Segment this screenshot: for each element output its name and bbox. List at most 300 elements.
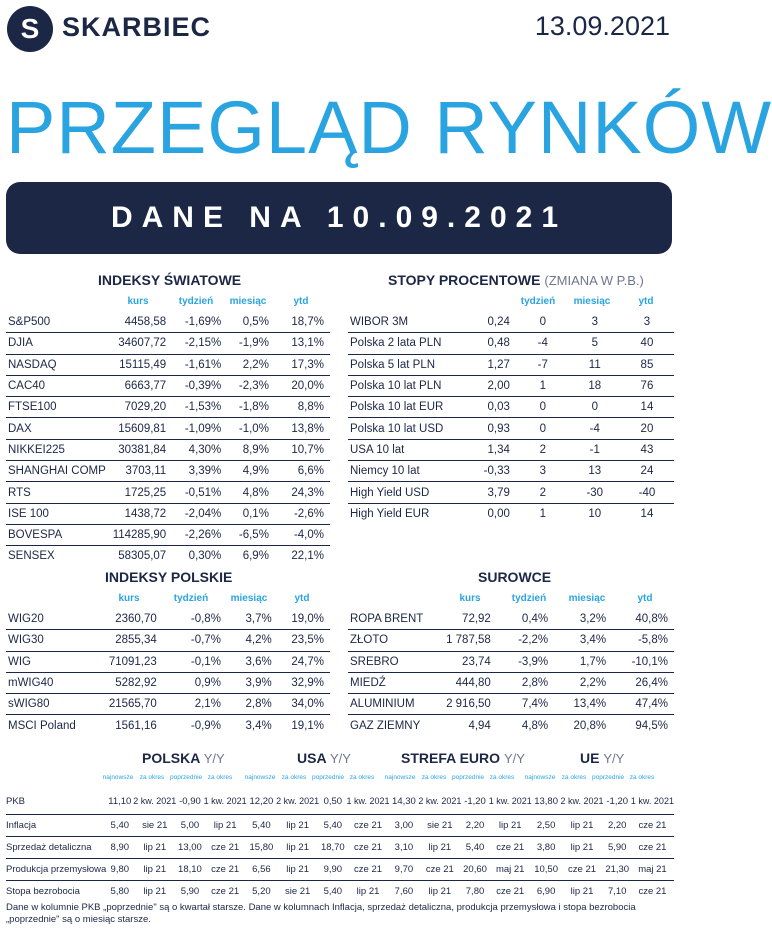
cell-name: ROPA BRENT xyxy=(348,609,438,630)
world-col-miesiac: miesiąc xyxy=(229,296,267,307)
cell-kurs: 15609,81 xyxy=(107,418,172,439)
period-cell: cze 21 xyxy=(638,886,667,897)
value-cell: 7,10 xyxy=(607,886,627,897)
cell-mies: 10 xyxy=(588,507,602,520)
cell-tydz: 3 xyxy=(516,461,570,482)
value-cell: 5,40 xyxy=(461,837,488,859)
cell-ytd: 40,8% xyxy=(612,609,674,630)
period-cell: maj 21 xyxy=(631,859,674,881)
value-cell: 2,20 xyxy=(604,815,631,837)
period-cell: lip 21 xyxy=(356,886,380,897)
cell-name: FTSE100 xyxy=(6,397,107,418)
table-row xyxy=(348,418,674,439)
period-cell: 2 kw. 2021 xyxy=(418,788,461,815)
period-cell: 2 kw. 2021 xyxy=(561,788,604,815)
value-cell: -1,20 xyxy=(604,788,631,815)
value-cell: 2,50 xyxy=(532,815,561,837)
logo-text: SKARBIEC xyxy=(62,12,212,42)
cell-name: BOVESPA xyxy=(6,524,107,545)
value-cell: 18,70 xyxy=(319,837,346,859)
value-cell: 8,90 xyxy=(106,837,133,859)
macro-subheader: najnowsze xyxy=(384,774,416,781)
cell-val: 0,03 xyxy=(465,397,516,418)
cell-mies: -4 xyxy=(570,418,620,439)
table-row xyxy=(348,375,674,396)
cell-ytd: -40 xyxy=(620,482,674,503)
cell-mies: -2,3% xyxy=(227,375,275,396)
macro-subheader: za okres xyxy=(349,774,375,781)
value-cell: 0,50 xyxy=(319,788,346,815)
value-cell: 12,20 xyxy=(247,788,276,815)
cell-name: Polska 5 lat PLN xyxy=(348,354,465,375)
value-cell: 3,00 xyxy=(390,815,419,837)
cell-name: Niemcy 10 lat xyxy=(348,461,465,482)
value-cell: 5,90 xyxy=(604,837,631,859)
cell-kurs: 1438,72 xyxy=(107,503,172,524)
value-cell: 14,30 xyxy=(390,788,419,815)
cell-mies: 20,8% xyxy=(573,719,607,732)
table-row xyxy=(348,651,674,672)
cell-mies: 6,9% xyxy=(242,550,269,563)
cell-kurs: 15115,49 xyxy=(107,354,172,375)
period-cell: cze 21 xyxy=(211,886,240,897)
cell-tydz: -0,39% xyxy=(172,375,227,396)
region-usa-title: USA Y/Y xyxy=(297,750,351,766)
table-row xyxy=(348,503,674,524)
cell-tydz: -1,69% xyxy=(172,312,227,333)
cell-tydz: 7,4% xyxy=(497,694,554,715)
cell-tydz: 2 xyxy=(516,482,570,503)
cell-name: CAC40 xyxy=(6,375,107,396)
period-cell: lip 21 xyxy=(133,859,176,881)
cell-name: SENSEX xyxy=(8,550,55,563)
value-cell: 7,80 xyxy=(465,886,485,897)
macro-subheader: za okres xyxy=(421,774,447,781)
period-cell: sie 21 xyxy=(284,886,311,897)
cell-tydz: 1 xyxy=(539,507,546,520)
period-cell: lip 21 xyxy=(204,815,247,837)
macro-subheader: najnowsze xyxy=(102,774,134,781)
cell-mies: 1,7% xyxy=(554,651,612,672)
value-cell: 2,20 xyxy=(461,815,488,837)
cell-ytd: -2,6% xyxy=(275,503,330,524)
period-cell: sie 21 xyxy=(133,815,176,837)
cell-mies: -30 xyxy=(570,482,620,503)
cell-tydz: -0,1% xyxy=(163,651,227,672)
value-cell: 13,00 xyxy=(176,837,203,859)
commodities-col-tydzien: tydzień xyxy=(511,593,547,604)
macro-row-label: Stopa bezrobocia xyxy=(6,886,80,897)
report-date: 13.09.2021 xyxy=(534,11,670,41)
macro-row-label: Produkcja przemysłowa xyxy=(6,859,106,881)
cell-mies: 18 xyxy=(570,375,620,396)
value-cell: 3,10 xyxy=(390,837,419,859)
cell-name: SHANGHAI COMP xyxy=(6,461,107,482)
cell-name: High Yield USD xyxy=(348,482,465,503)
macro-subheader: poprzednie xyxy=(592,774,625,781)
cell-mies: 4,8% xyxy=(227,482,275,503)
cell-kurs: 21565,70 xyxy=(96,694,163,715)
cell-ytd: 26,4% xyxy=(612,672,674,693)
world-col-ytd: ytd xyxy=(293,296,309,307)
period-cell: cze 21 xyxy=(347,837,390,859)
value-cell: 6,56 xyxy=(247,859,276,881)
period-cell: lip 21 xyxy=(276,837,319,859)
cell-mies: -1,8% xyxy=(227,397,275,418)
table-row xyxy=(6,524,330,545)
macro-subheader: za okres xyxy=(207,774,233,781)
table-row xyxy=(6,837,674,859)
cell-mies: 4,9% xyxy=(227,461,275,482)
value-cell: 5,40 xyxy=(106,815,133,837)
macro-subheader: za okres xyxy=(561,774,587,781)
cell-kurs: 4458,58 xyxy=(107,312,172,333)
cell-name: DAX xyxy=(6,418,107,439)
table-row xyxy=(6,418,330,439)
period-cell: sie 21 xyxy=(418,815,461,837)
macro-subheader: poprzednie xyxy=(312,774,345,781)
value-cell: 5,40 xyxy=(323,886,343,897)
period-cell: cze 21 xyxy=(561,859,604,881)
table-row xyxy=(6,461,330,482)
cell-name: MIEDŹ xyxy=(348,672,438,693)
cell-kurs: 5282,92 xyxy=(96,672,163,693)
cell-name: WIG xyxy=(6,651,96,672)
value-cell: 10,50 xyxy=(532,859,561,881)
cell-ytd: 47,4% xyxy=(612,694,674,715)
cell-tydz: 3,39% xyxy=(172,461,227,482)
region-euro-title: STREFA EURO Y/Y xyxy=(401,750,525,766)
cell-mies: -1 xyxy=(570,439,620,460)
cell-ytd: 14 xyxy=(640,507,654,520)
cell-mies: 13,4% xyxy=(554,694,612,715)
world-col-tydzien: tydzień xyxy=(178,296,214,307)
cell-name: NIKKEI225 xyxy=(6,439,107,460)
period-cell: cze 21 xyxy=(204,837,247,859)
macro-table xyxy=(6,788,674,902)
cell-ytd: 18,7% xyxy=(275,312,330,333)
table-row xyxy=(6,439,330,460)
table-row xyxy=(6,694,330,715)
cell-ytd: 20 xyxy=(620,418,674,439)
cell-ytd: -4,0% xyxy=(275,524,330,545)
table-row xyxy=(348,672,674,693)
rates-title xyxy=(388,272,644,288)
cell-ytd: 24,7% xyxy=(278,651,330,672)
cell-tydz: 1 xyxy=(516,375,570,396)
cell-name: RTS xyxy=(6,482,107,503)
macro-subheader: poprzednie xyxy=(170,774,203,781)
table-row xyxy=(6,715,330,736)
value-cell: 20,60 xyxy=(461,859,488,881)
cell-tydz: 0,4% xyxy=(497,609,554,630)
table-row xyxy=(6,503,330,524)
region-ue-title: UE Y/Y xyxy=(580,750,625,766)
cell-val: 0,93 xyxy=(465,418,516,439)
period-cell: cze 21 xyxy=(496,886,525,897)
value-cell: 9,90 xyxy=(319,859,346,881)
table-row xyxy=(348,482,674,503)
value-cell: -0,90 xyxy=(176,788,203,815)
value-cell: 5,80 xyxy=(110,886,130,897)
macro-subheader: za okres xyxy=(139,774,165,781)
period-cell: 2 kw. 2021 xyxy=(276,788,319,815)
cell-tydz: 2,1% xyxy=(163,694,227,715)
cell-kurs: 23,74 xyxy=(438,651,497,672)
cell-name: DJIA xyxy=(6,333,107,354)
cell-mies: 11 xyxy=(570,354,620,375)
cell-val: 1,27 xyxy=(465,354,516,375)
cell-val: 0,48 xyxy=(465,333,516,354)
period-cell: cze 21 xyxy=(204,859,247,881)
value-cell: 9,70 xyxy=(390,859,419,881)
cell-mies: 2,2% xyxy=(554,672,612,693)
cell-mies: 0,1% xyxy=(227,503,275,524)
period-cell: cze 21 xyxy=(489,837,532,859)
cell-ytd: 19,1% xyxy=(291,719,324,732)
rates-col-ytd: ytd xyxy=(638,296,654,307)
polish-col-tydzien: tydzień xyxy=(173,593,209,604)
footnote: Dane w kolumnie PKB „poprzednie" są o kwartał starsze. Dane w kolumnach Inflacja, sprzedaż detaliczna, produkcja przemysłowa i stopa bezrobocia „poprzednie" są o miesiąc starsze. xyxy=(6,902,636,925)
commodities-col-miesiac: miesiąc xyxy=(568,593,606,604)
period-cell: lip 21 xyxy=(428,886,452,897)
cell-name: ALUMINIUM xyxy=(348,694,438,715)
table-row xyxy=(348,609,674,630)
table-row xyxy=(348,312,674,333)
cell-name: SREBRO xyxy=(348,651,438,672)
table-row xyxy=(348,397,674,418)
cell-tydz: 4,30% xyxy=(172,439,227,460)
table-row xyxy=(6,881,674,903)
cell-kurs: 58305,07 xyxy=(118,550,167,563)
skarbiec-logo-icon: S xyxy=(7,6,53,52)
cell-mies: 3 xyxy=(570,312,620,333)
value-cell: 5,00 xyxy=(176,815,203,837)
macro-subheader: poprzednie xyxy=(452,774,485,781)
cell-tydz: -7 xyxy=(516,354,570,375)
cell-kurs: 1561,16 xyxy=(115,719,157,732)
table-row xyxy=(6,672,330,693)
cell-name: NASDAQ xyxy=(6,354,107,375)
cell-ytd: 17,3% xyxy=(275,354,330,375)
table-row xyxy=(6,482,330,503)
cell-ytd: 24,3% xyxy=(275,482,330,503)
macro-row-label: PKB xyxy=(6,788,106,815)
cell-kurs: 114285,90 xyxy=(107,524,172,545)
cell-tydz: 2 xyxy=(516,439,570,460)
cell-tydz: -2,04% xyxy=(172,503,227,524)
cell-mies: 8,9% xyxy=(227,439,275,460)
rates-col-miesiac: miesiąc xyxy=(573,296,611,307)
cell-kurs: 4,94 xyxy=(468,719,491,732)
table-row xyxy=(348,694,674,715)
cell-mies: -6,5% xyxy=(227,524,275,545)
period-cell: lip 21 xyxy=(418,837,461,859)
value-cell: 18,10 xyxy=(176,859,203,881)
cell-kurs: 3703,11 xyxy=(107,461,172,482)
cell-val: -0,33 xyxy=(465,461,516,482)
cell-ytd: 24 xyxy=(620,461,674,482)
cell-ytd: 76 xyxy=(620,375,674,396)
rates-table xyxy=(348,312,674,524)
cell-kurs: 2855,34 xyxy=(96,630,163,651)
cell-tydz: -3,9% xyxy=(497,651,554,672)
cell-name: Polska 10 lat PLN xyxy=(348,375,465,396)
period-cell: maj 21 xyxy=(489,859,532,881)
table-row xyxy=(6,354,330,375)
cell-name: Polska 10 lat EUR xyxy=(348,397,465,418)
cell-mies: 3,4% xyxy=(554,630,612,651)
cell-tydz: -2,2% xyxy=(497,630,554,651)
value-cell: 15,80 xyxy=(247,837,276,859)
table-row xyxy=(6,375,330,396)
polish-indices-table xyxy=(6,609,330,736)
period-cell: 1 kw. 2021 xyxy=(631,788,674,815)
cell-name: S&P500 xyxy=(6,312,107,333)
table-row xyxy=(6,788,674,815)
cell-val: 0,00 xyxy=(487,507,510,520)
rates-title-text: STOPY PROCENTOWE xyxy=(388,272,541,288)
polish-col-miesiac: miesiąc xyxy=(230,593,268,604)
period-cell: lip 21 xyxy=(276,815,319,837)
world-col-kurs: kurs xyxy=(127,296,149,307)
value-cell: 21,30 xyxy=(604,859,631,881)
period-cell: 2 kw. 2021 xyxy=(133,788,176,815)
cell-mies: 3,4% xyxy=(245,719,272,732)
period-cell: 1 kw. 2021 xyxy=(347,788,390,815)
period-cell: lip 21 xyxy=(276,859,319,881)
table-row xyxy=(348,333,674,354)
polish-col-ytd: ytd xyxy=(294,593,310,604)
cell-tydz: -1,61% xyxy=(172,354,227,375)
macro-row-label: Inflacja xyxy=(6,815,106,837)
value-cell: 9,80 xyxy=(106,859,133,881)
cell-name: ZŁOTO xyxy=(348,630,438,651)
period-cell: lip 21 xyxy=(561,815,604,837)
header xyxy=(0,0,680,60)
cell-tydz: 0,9% xyxy=(163,672,227,693)
value-cell: 5,40 xyxy=(319,815,346,837)
cell-ytd: 43 xyxy=(620,439,674,460)
cell-name: High Yield EUR xyxy=(350,507,430,520)
commodities-col-ytd: ytd xyxy=(637,593,653,604)
cell-mies: 2,2% xyxy=(227,354,275,375)
cell-tydz: 0 xyxy=(516,397,570,418)
macro-subheader: za okres xyxy=(629,774,655,781)
period-cell: cze 21 xyxy=(631,837,674,859)
cell-mies: 0 xyxy=(570,397,620,418)
cell-mies: 3,7% xyxy=(227,609,278,630)
cell-ytd: -5,8% xyxy=(612,630,674,651)
value-cell: -1,20 xyxy=(461,788,488,815)
cell-kurs: 7029,20 xyxy=(107,397,172,418)
cell-tydz: -0,9% xyxy=(190,719,221,732)
cell-ytd: 10,7% xyxy=(275,439,330,460)
cell-tydz: -1,53% xyxy=(172,397,227,418)
macro-subheader: najnowsze xyxy=(244,774,276,781)
table-row xyxy=(348,439,674,460)
table-row xyxy=(6,333,330,354)
cell-name: WIBOR 3M xyxy=(348,312,465,333)
value-cell: 11,10 xyxy=(106,788,133,815)
table-row xyxy=(6,546,330,567)
value-cell: 6,90 xyxy=(536,886,556,897)
cell-val: 0,24 xyxy=(465,312,516,333)
period-cell: lip 21 xyxy=(570,886,594,897)
cell-mies: -1,9% xyxy=(227,333,275,354)
polish-indices-title: INDEKSY POLSKIE xyxy=(105,569,233,585)
table-row xyxy=(348,354,674,375)
commodities-title: SUROWCE xyxy=(478,569,552,585)
cell-ytd: 19,0% xyxy=(278,609,330,630)
cell-mies: 2,8% xyxy=(227,694,278,715)
cell-kurs: 1 787,58 xyxy=(438,630,497,651)
cell-ytd: 34,0% xyxy=(278,694,330,715)
period-cell: cze 21 xyxy=(347,815,390,837)
cell-tydz: -2,15% xyxy=(172,333,227,354)
polish-col-kurs: kurs xyxy=(118,593,140,604)
commodities-col-kurs: kurs xyxy=(459,593,481,604)
cell-ytd: 94,5% xyxy=(635,719,668,732)
data-date-banner: DANE NA 10.09.2021 xyxy=(6,182,672,254)
cell-ytd: 6,6% xyxy=(275,461,330,482)
cell-ytd: 40 xyxy=(620,333,674,354)
table-row xyxy=(348,461,674,482)
cell-tydz: -0,8% xyxy=(163,609,227,630)
cell-name: Polska 10 lat USD xyxy=(348,418,465,439)
cell-name: MSCI Poland xyxy=(8,719,76,732)
cell-val: 3,79 xyxy=(465,482,516,503)
cell-kurs: 71091,23 xyxy=(96,651,163,672)
cell-ytd: -10,1% xyxy=(612,651,674,672)
cell-tydz: -1,09% xyxy=(172,418,227,439)
value-cell: 5,40 xyxy=(247,815,276,837)
table-row xyxy=(6,815,674,837)
table-row xyxy=(6,630,330,651)
cell-kurs: 34607,72 xyxy=(107,333,172,354)
cell-tydz: -4 xyxy=(516,333,570,354)
cell-ytd: 13,8% xyxy=(275,418,330,439)
cell-mies: 13 xyxy=(570,461,620,482)
table-row xyxy=(348,715,674,736)
cell-ytd: 20,0% xyxy=(275,375,330,396)
cell-mies: 0,5% xyxy=(227,312,275,333)
value-cell: 5,20 xyxy=(252,886,271,897)
period-cell: cze 21 xyxy=(347,859,390,881)
table-row xyxy=(6,609,330,630)
table-row xyxy=(348,630,674,651)
cell-kurs: 2 916,50 xyxy=(438,694,497,715)
cell-name: GAZ ZIEMNY xyxy=(350,719,421,732)
cell-ytd: 23,5% xyxy=(278,630,330,651)
cell-name: WIG20 xyxy=(6,609,96,630)
table-row xyxy=(6,397,330,418)
table-row xyxy=(6,651,330,672)
cell-name: sWIG80 xyxy=(6,694,96,715)
cell-tydz: 4,8% xyxy=(521,719,549,732)
rates-col-tydzien: tydzień xyxy=(520,296,556,307)
cell-val: 1,34 xyxy=(465,439,516,460)
cell-kurs: 72,92 xyxy=(438,609,497,630)
period-cell: cze 21 xyxy=(418,859,461,881)
cell-mies: 3,6% xyxy=(227,651,278,672)
cell-tydz: -0,51% xyxy=(172,482,227,503)
commodities-table xyxy=(348,609,674,736)
cell-mies: 5 xyxy=(570,333,620,354)
macro-subheader: za okres xyxy=(489,774,515,781)
rates-title-note: (ZMIANA W P.B.) xyxy=(544,273,644,288)
cell-mies: -1,0% xyxy=(227,418,275,439)
